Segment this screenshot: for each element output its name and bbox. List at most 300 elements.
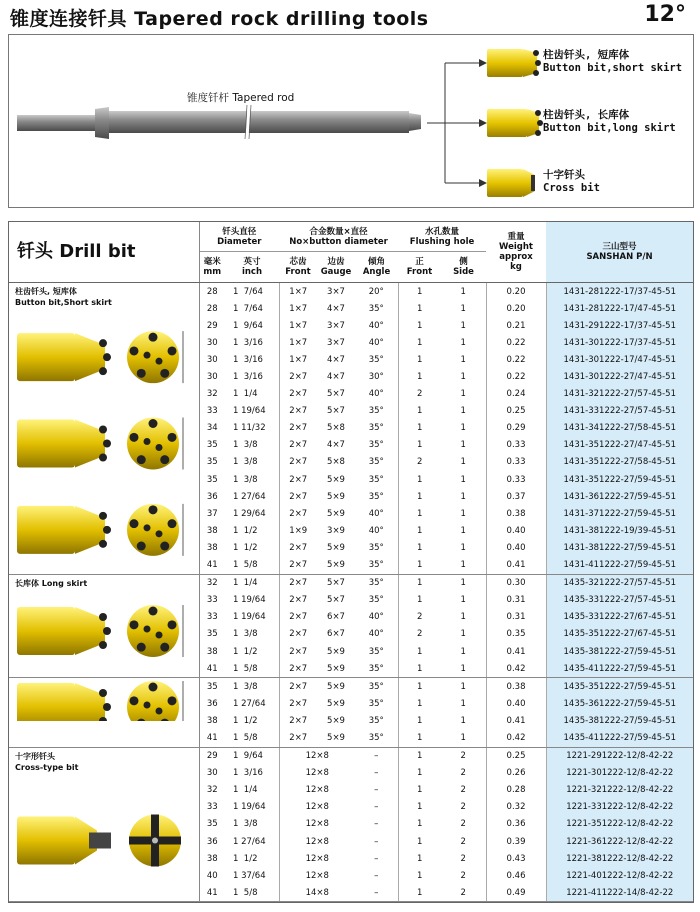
table-cell: 1 1/4: [225, 386, 279, 403]
table-cell: 0.35: [486, 626, 546, 643]
table-cell: 14×8: [279, 884, 355, 902]
table-cell: 35: [206, 457, 218, 468]
table-cell: 1 29/64: [225, 505, 279, 522]
table-cell: 2×7: [289, 389, 308, 400]
table-cell: 1 7/64: [225, 283, 279, 301]
table-cell: 1221-331222-12/8-42-22: [546, 799, 693, 816]
table-cell: 1 3/8: [225, 816, 279, 833]
table-cell: 0.21: [486, 317, 546, 334]
table-cell: 0.43: [486, 850, 546, 867]
table-cell: 1: [441, 505, 486, 522]
table-cell: 2×7: [289, 681, 308, 692]
table-cell: 38: [206, 525, 218, 536]
table-cell: 1435-351222-27/67-45-51: [546, 626, 693, 643]
table-cell: 1 5/8: [225, 729, 279, 747]
table-cell: 1221-411222-14/8-42-22: [546, 884, 693, 902]
spec-table-wrap: [8, 221, 694, 903]
table-cell: 0.25: [486, 403, 546, 420]
table-cell: 1: [417, 853, 423, 864]
table-cell: 1: [417, 303, 423, 314]
table-cell: 0.49: [486, 884, 546, 902]
table-cell: 1435-411222-27/59-45-51: [546, 729, 693, 747]
table-cell: 40°: [355, 609, 398, 626]
group-image-cell: [9, 678, 199, 747]
table-cell: 0.22: [486, 368, 546, 385]
table-cell: 1431-301222-17/37-45-51: [546, 334, 693, 351]
table-cell: 0.46: [486, 867, 546, 884]
table-cell: 1: [441, 522, 486, 539]
table-cell: 35°: [355, 574, 398, 592]
table-cell: 12×8: [305, 836, 329, 847]
table-cell: 1 9/64: [225, 317, 279, 334]
table-cell: 1×7: [289, 303, 308, 314]
bit-label-cross: 十字钎头 Cross bit: [543, 169, 600, 194]
table-cell: 1 19/64: [225, 799, 279, 816]
table-cell: 35°: [355, 471, 398, 488]
table-cell: 1 5/8: [225, 660, 279, 678]
table-cell: 0.20: [486, 283, 546, 301]
table-cell: 2×7: [289, 715, 308, 726]
table-cell: 1435-331222-27/57-45-51: [546, 592, 693, 609]
table-cell: 0.38: [486, 505, 546, 522]
table-cell: 1: [417, 474, 423, 485]
table-cell: 35°: [355, 643, 398, 660]
table-cell: 1: [441, 626, 486, 643]
table-cell: –: [355, 799, 398, 816]
table-cell: 1: [398, 557, 441, 575]
table-cell: 1: [417, 751, 423, 762]
table-cell: 1: [417, 715, 423, 726]
group-label-cn: 长库体 Long skirt: [15, 578, 88, 588]
table-cell: 1: [417, 286, 423, 297]
table-cell: 1 3/16: [225, 368, 279, 385]
table-cell: 30: [206, 337, 218, 348]
table-cell: 38: [206, 853, 218, 864]
table-cell: 1435-321222-27/57-45-51: [546, 574, 693, 592]
table-cell: 1×7: [289, 354, 308, 365]
table-cell: 0.37: [486, 488, 546, 505]
table-cell: 0.30: [486, 574, 546, 592]
table-cell: 0.31: [486, 609, 546, 626]
table-cell: 1 3/8: [225, 454, 279, 471]
table-cell: 32: [206, 785, 218, 796]
table-cell: 1 19/64: [225, 403, 279, 420]
table-cell: 1: [441, 643, 486, 660]
table-cell: 1 3/16: [225, 765, 279, 782]
table-cell: 1: [441, 403, 486, 420]
table-cell: 1×9: [289, 525, 308, 536]
table-cell: 1: [417, 491, 423, 502]
table-row: [9, 678, 693, 696]
table-cell: 5×9: [327, 542, 345, 553]
table-cell: 1431-301222-17/47-45-51: [546, 351, 693, 368]
table-cell: –: [355, 867, 398, 884]
table-cell: 1: [441, 712, 486, 729]
table-cell: 1435-381222-27/59-45-51: [546, 712, 693, 729]
header-buttons: 合金数量×直径 No×button diameter: [279, 222, 398, 252]
table-cell: 34: [206, 423, 218, 434]
table-cell: 30: [206, 354, 218, 365]
table-cell: 2: [441, 867, 486, 884]
table-cell: 37: [206, 508, 218, 519]
table-cell: 2: [441, 884, 486, 902]
table-cell: 29: [206, 751, 218, 762]
table-cell: 0.41: [486, 643, 546, 660]
table-cell: –: [355, 765, 398, 782]
table-cell: 1 1/4: [225, 574, 279, 592]
table-cell: 1: [441, 317, 486, 334]
table-cell: 5×7: [327, 578, 345, 589]
table-cell: 1: [441, 300, 486, 317]
table-cell: 41: [199, 660, 225, 678]
table-cell: 0.42: [486, 660, 546, 678]
table-cell: 1: [398, 729, 441, 747]
table-cell: 1: [417, 836, 423, 847]
table-cell: 1 3/16: [225, 334, 279, 351]
table-cell: 33: [206, 612, 218, 623]
spec-table: [9, 222, 693, 902]
table-cell: 35°: [355, 592, 398, 609]
table-cell: 1 27/64: [225, 488, 279, 505]
table-cell: 32: [206, 389, 218, 400]
table-cell: 3×9: [327, 525, 345, 536]
table-cell: 1431-411222-27/59-45-51: [546, 557, 693, 575]
group-label: [9, 748, 199, 773]
table-cell: 1: [441, 609, 486, 626]
bit-label-short-skirt: 柱齿钎头, 短库体 Button bit,short skirt: [543, 49, 683, 74]
table-cell: 1: [441, 695, 486, 712]
table-cell: 1: [441, 592, 486, 609]
table-cell: 30: [206, 372, 218, 383]
table-cell: 1431-381222-19/39-45-51: [546, 522, 693, 539]
group-image-cell: [9, 747, 199, 902]
table-cell: 2: [417, 612, 423, 623]
table-cell: 1: [417, 646, 423, 657]
table-cell: 1×7: [289, 320, 308, 331]
group-image-cell: [9, 574, 199, 678]
table-cell: 35°: [355, 454, 398, 471]
table-cell: 2: [441, 782, 486, 799]
table-cell: 0.41: [486, 712, 546, 729]
table-cell: 1 3/8: [225, 471, 279, 488]
table-cell: –: [355, 850, 398, 867]
group-label-en: Cross-type bit: [15, 762, 79, 772]
table-cell: 3×7: [327, 337, 345, 348]
table-cell: 33: [206, 406, 218, 417]
table-cell: 2: [441, 816, 486, 833]
table-cell: 2×7: [289, 612, 308, 623]
table-cell: 38: [206, 646, 218, 657]
table-cell: 1221-381222-12/8-42-22: [546, 850, 693, 867]
table-cell: 0.22: [486, 351, 546, 368]
table-row: [9, 747, 693, 765]
table-cell: 1 19/64: [225, 609, 279, 626]
table-cell: 2×7: [289, 508, 308, 519]
table-cell: 1: [441, 574, 486, 592]
table-cell: 1221-321222-12/8-42-22: [546, 782, 693, 799]
table-cell: 2×7: [289, 423, 308, 434]
table-cell: 1: [417, 768, 423, 779]
table-cell: 1×7: [289, 286, 308, 297]
table-cell: 5×9: [327, 491, 345, 502]
table-cell: –: [355, 833, 398, 850]
table-cell: 40: [206, 870, 218, 881]
table-cell: 1: [417, 802, 423, 813]
table-cell: 1431-281222-17/37-45-51: [546, 283, 693, 301]
table-cell: 0.25: [486, 747, 546, 765]
table-cell: 1: [417, 320, 423, 331]
table-cell: 1 27/64: [225, 833, 279, 850]
table-cell: 2: [417, 629, 423, 640]
table-cell: 1 1/2: [225, 522, 279, 539]
table-cell: 36: [206, 836, 218, 847]
group-image-cell: [9, 283, 199, 575]
table-cell: 1: [417, 698, 423, 709]
table-cell: 41: [199, 729, 225, 747]
table-cell: 5×9: [327, 508, 345, 519]
table-cell: 28: [206, 303, 218, 314]
table-cell: 35: [206, 681, 218, 692]
table-cell: –: [355, 816, 398, 833]
table-cell: 1: [417, 542, 423, 553]
table-cell: 1 11/32: [225, 420, 279, 437]
table-cell: 35: [206, 819, 218, 830]
table-cell: 0.22: [486, 334, 546, 351]
table-cell: 5×9: [327, 681, 345, 692]
table-cell: 12×8: [305, 819, 329, 830]
table-cell: 0.40: [486, 539, 546, 556]
table-cell: 35°: [355, 420, 398, 437]
table-cell: 20°: [355, 283, 398, 301]
table-cell: 1 9/64: [225, 747, 279, 765]
table-cell: 0.33: [486, 471, 546, 488]
table-cell: 1435-411222-27/59-45-51: [546, 660, 693, 678]
table-cell: 3×7: [327, 286, 345, 297]
table-cell: 3×7: [327, 320, 345, 331]
table-cell: 2: [417, 389, 423, 400]
table-cell: 1431-291222-17/37-45-51: [546, 317, 693, 334]
table-cell: 1: [417, 372, 423, 383]
table-cell: 1: [417, 870, 423, 881]
table-cell: 1 27/64: [225, 695, 279, 712]
table-cell: –: [355, 747, 398, 765]
table-cell: 40°: [355, 317, 398, 334]
table-cell: 1 3/8: [225, 678, 279, 696]
table-cell: 1: [441, 351, 486, 368]
table-cell: 2×7: [289, 629, 308, 640]
table-cell: 1 19/64: [225, 592, 279, 609]
table-cell: 1: [441, 729, 486, 747]
header-hole-side: 侧 Side: [441, 252, 486, 283]
table-cell: 0.24: [486, 386, 546, 403]
header-row-1: [9, 222, 693, 252]
header-mm: 毫米 mm: [199, 252, 225, 283]
table-cell: 1: [441, 283, 486, 301]
table-cell: 5×8: [327, 457, 345, 468]
table-cell: 4×7: [327, 354, 345, 365]
group-label-cn: 柱齿钎头, 短库体: [15, 287, 77, 296]
table-cell: 0.40: [486, 522, 546, 539]
table-cell: 36: [206, 698, 218, 709]
table-cell: 2×7: [289, 406, 308, 417]
cross-bit-illustration: [9, 773, 193, 896]
table-cell: 1: [417, 406, 423, 417]
table-cell: 35°: [355, 300, 398, 317]
table-cell: 12×8: [305, 870, 329, 881]
table-cell: 1 1/2: [225, 850, 279, 867]
table-cell: 1 1/2: [225, 712, 279, 729]
group-label: [9, 283, 199, 308]
table-cell: 1 3/8: [225, 626, 279, 643]
table-cell: 1: [417, 578, 423, 589]
table-cell: 1221-361222-12/8-42-22: [546, 833, 693, 850]
table-cell: 5×9: [327, 698, 345, 709]
table-row: [9, 574, 693, 592]
table-cell: 29: [206, 320, 218, 331]
table-cell: 35°: [355, 403, 398, 420]
table-cell: 0.42: [486, 729, 546, 747]
table-cell: 0.40: [486, 695, 546, 712]
table-cell: 1: [441, 557, 486, 575]
table-cell: 0.36: [486, 816, 546, 833]
table-cell: 30°: [355, 368, 398, 385]
table-cell: 1 3/8: [225, 437, 279, 454]
table-cell: 38: [206, 715, 218, 726]
table-cell: 33: [206, 595, 218, 606]
table-cell: 1: [441, 420, 486, 437]
table-cell: 1221-301222-12/8-42-22: [546, 765, 693, 782]
table-cell: 1 1/2: [225, 643, 279, 660]
short-bit-illustration: [9, 308, 193, 567]
table-cell: 6×7: [327, 629, 345, 640]
table-cell: 35: [206, 629, 218, 640]
section-title: 钎头 Drill bit: [9, 222, 199, 283]
table-cell: 0.31: [486, 592, 546, 609]
table-cell: 1435-381222-27/59-45-51: [546, 643, 693, 660]
table-cell: 1435-361222-27/59-45-51: [546, 695, 693, 712]
table-cell: 1 7/64: [225, 300, 279, 317]
header-hole-front: 正 Front: [398, 252, 441, 283]
table-cell: 1435-331222-27/67-45-51: [546, 609, 693, 626]
table-cell: 1: [441, 539, 486, 556]
table-cell: 1: [441, 386, 486, 403]
spec-table-body: [9, 283, 693, 902]
table-cell: 41: [199, 884, 225, 902]
table-cell: 35: [206, 474, 218, 485]
table-cell: 2×7: [289, 457, 308, 468]
table-cell: 1221-291222-12/8-42-22: [546, 747, 693, 765]
table-row: [9, 283, 693, 301]
table-cell: 0.39: [486, 833, 546, 850]
table-cell: 1431-371222-27/59-45-51: [546, 505, 693, 522]
table-cell: 1 3/16: [225, 351, 279, 368]
table-cell: 0.38: [486, 678, 546, 696]
table-cell: 1: [441, 678, 486, 696]
table-cell: 2×7: [279, 729, 317, 747]
group-label-en: Button bit,Short skirt: [15, 298, 112, 307]
table-cell: 1: [417, 681, 423, 692]
header-weight: 重量 Weight approx kg: [486, 222, 546, 283]
table-cell: 1: [441, 454, 486, 471]
hero-illustration: [8, 34, 694, 208]
table-cell: 0.29: [486, 420, 546, 437]
table-cell: 0.33: [486, 437, 546, 454]
table-cell: 30: [206, 768, 218, 779]
table-cell: 2: [441, 765, 486, 782]
table-cell: 2×7: [289, 578, 308, 589]
table-cell: 1: [417, 595, 423, 606]
table-cell: 35°: [355, 678, 398, 696]
table-cell: 2×7: [289, 646, 308, 657]
table-cell: 40°: [355, 386, 398, 403]
table-cell: 1: [441, 660, 486, 678]
table-cell: 2×7: [279, 660, 317, 678]
table-cell: 2×7: [289, 595, 308, 606]
table-cell: 1221-351222-12/8-42-22: [546, 816, 693, 833]
table-cell: 2: [417, 457, 423, 468]
bit-label-long-skirt: 柱齿钎头, 长库体 Button bit,long skirt: [543, 109, 676, 134]
table-cell: 0.32: [486, 799, 546, 816]
table-cell: 1431-381222-27/59-45-51: [546, 539, 693, 556]
table-cell: 41: [199, 557, 225, 575]
table-cell: 35: [206, 440, 218, 451]
table-cell: 5×9: [317, 557, 355, 575]
table-cell: 35°: [355, 557, 398, 575]
header-gauge: 边齿 Gauge: [317, 252, 355, 283]
table-cell: 1431-281222-17/47-45-51: [546, 300, 693, 317]
table-cell: 40°: [355, 505, 398, 522]
table-cell: 1: [441, 488, 486, 505]
table-cell: 35°: [355, 539, 398, 556]
table-cell: 1431-351222-27/59-45-51: [546, 471, 693, 488]
table-cell: 1: [398, 884, 441, 902]
table-cell: 1: [417, 819, 423, 830]
long-bit-illustration: [9, 681, 193, 721]
header-holes: 水孔数量 Flushing hole: [398, 222, 486, 252]
table-cell: 1435-351222-27/59-45-51: [546, 678, 693, 696]
table-cell: 35°: [355, 695, 398, 712]
table-cell: 2: [441, 747, 486, 765]
group-label: [9, 575, 199, 589]
table-cell: 1431-361222-27/59-45-51: [546, 488, 693, 505]
table-cell: 1 1/4: [225, 782, 279, 799]
table-cell: 5×7: [327, 595, 345, 606]
table-cell: 12×8: [305, 751, 329, 762]
table-cell: 4×7: [327, 372, 345, 383]
table-cell: 1: [417, 337, 423, 348]
table-cell: 5×7: [327, 389, 345, 400]
table-cell: –: [355, 884, 398, 902]
table-cell: 0.33: [486, 454, 546, 471]
rod-label: 锥度钎杆 Tapered rod: [187, 92, 295, 104]
table-cell: 1: [417, 423, 423, 434]
header-front: 芯齿 Front: [279, 252, 317, 283]
table-cell: 2×7: [289, 698, 308, 709]
table-cell: 1221-401222-12/8-42-22: [546, 867, 693, 884]
table-cell: 5×8: [327, 423, 345, 434]
table-cell: 12×8: [305, 802, 329, 813]
table-cell: 2×7: [289, 474, 308, 485]
table-cell: 12×8: [305, 785, 329, 796]
table-cell: 1: [398, 660, 441, 678]
table-cell: 5×9: [327, 715, 345, 726]
table-cell: 2×7: [289, 372, 308, 383]
table-cell: –: [355, 782, 398, 799]
table-cell: 1 5/8: [225, 557, 279, 575]
table-cell: 2×7: [289, 542, 308, 553]
table-cell: 0.41: [486, 557, 546, 575]
table-cell: 33: [206, 802, 218, 813]
